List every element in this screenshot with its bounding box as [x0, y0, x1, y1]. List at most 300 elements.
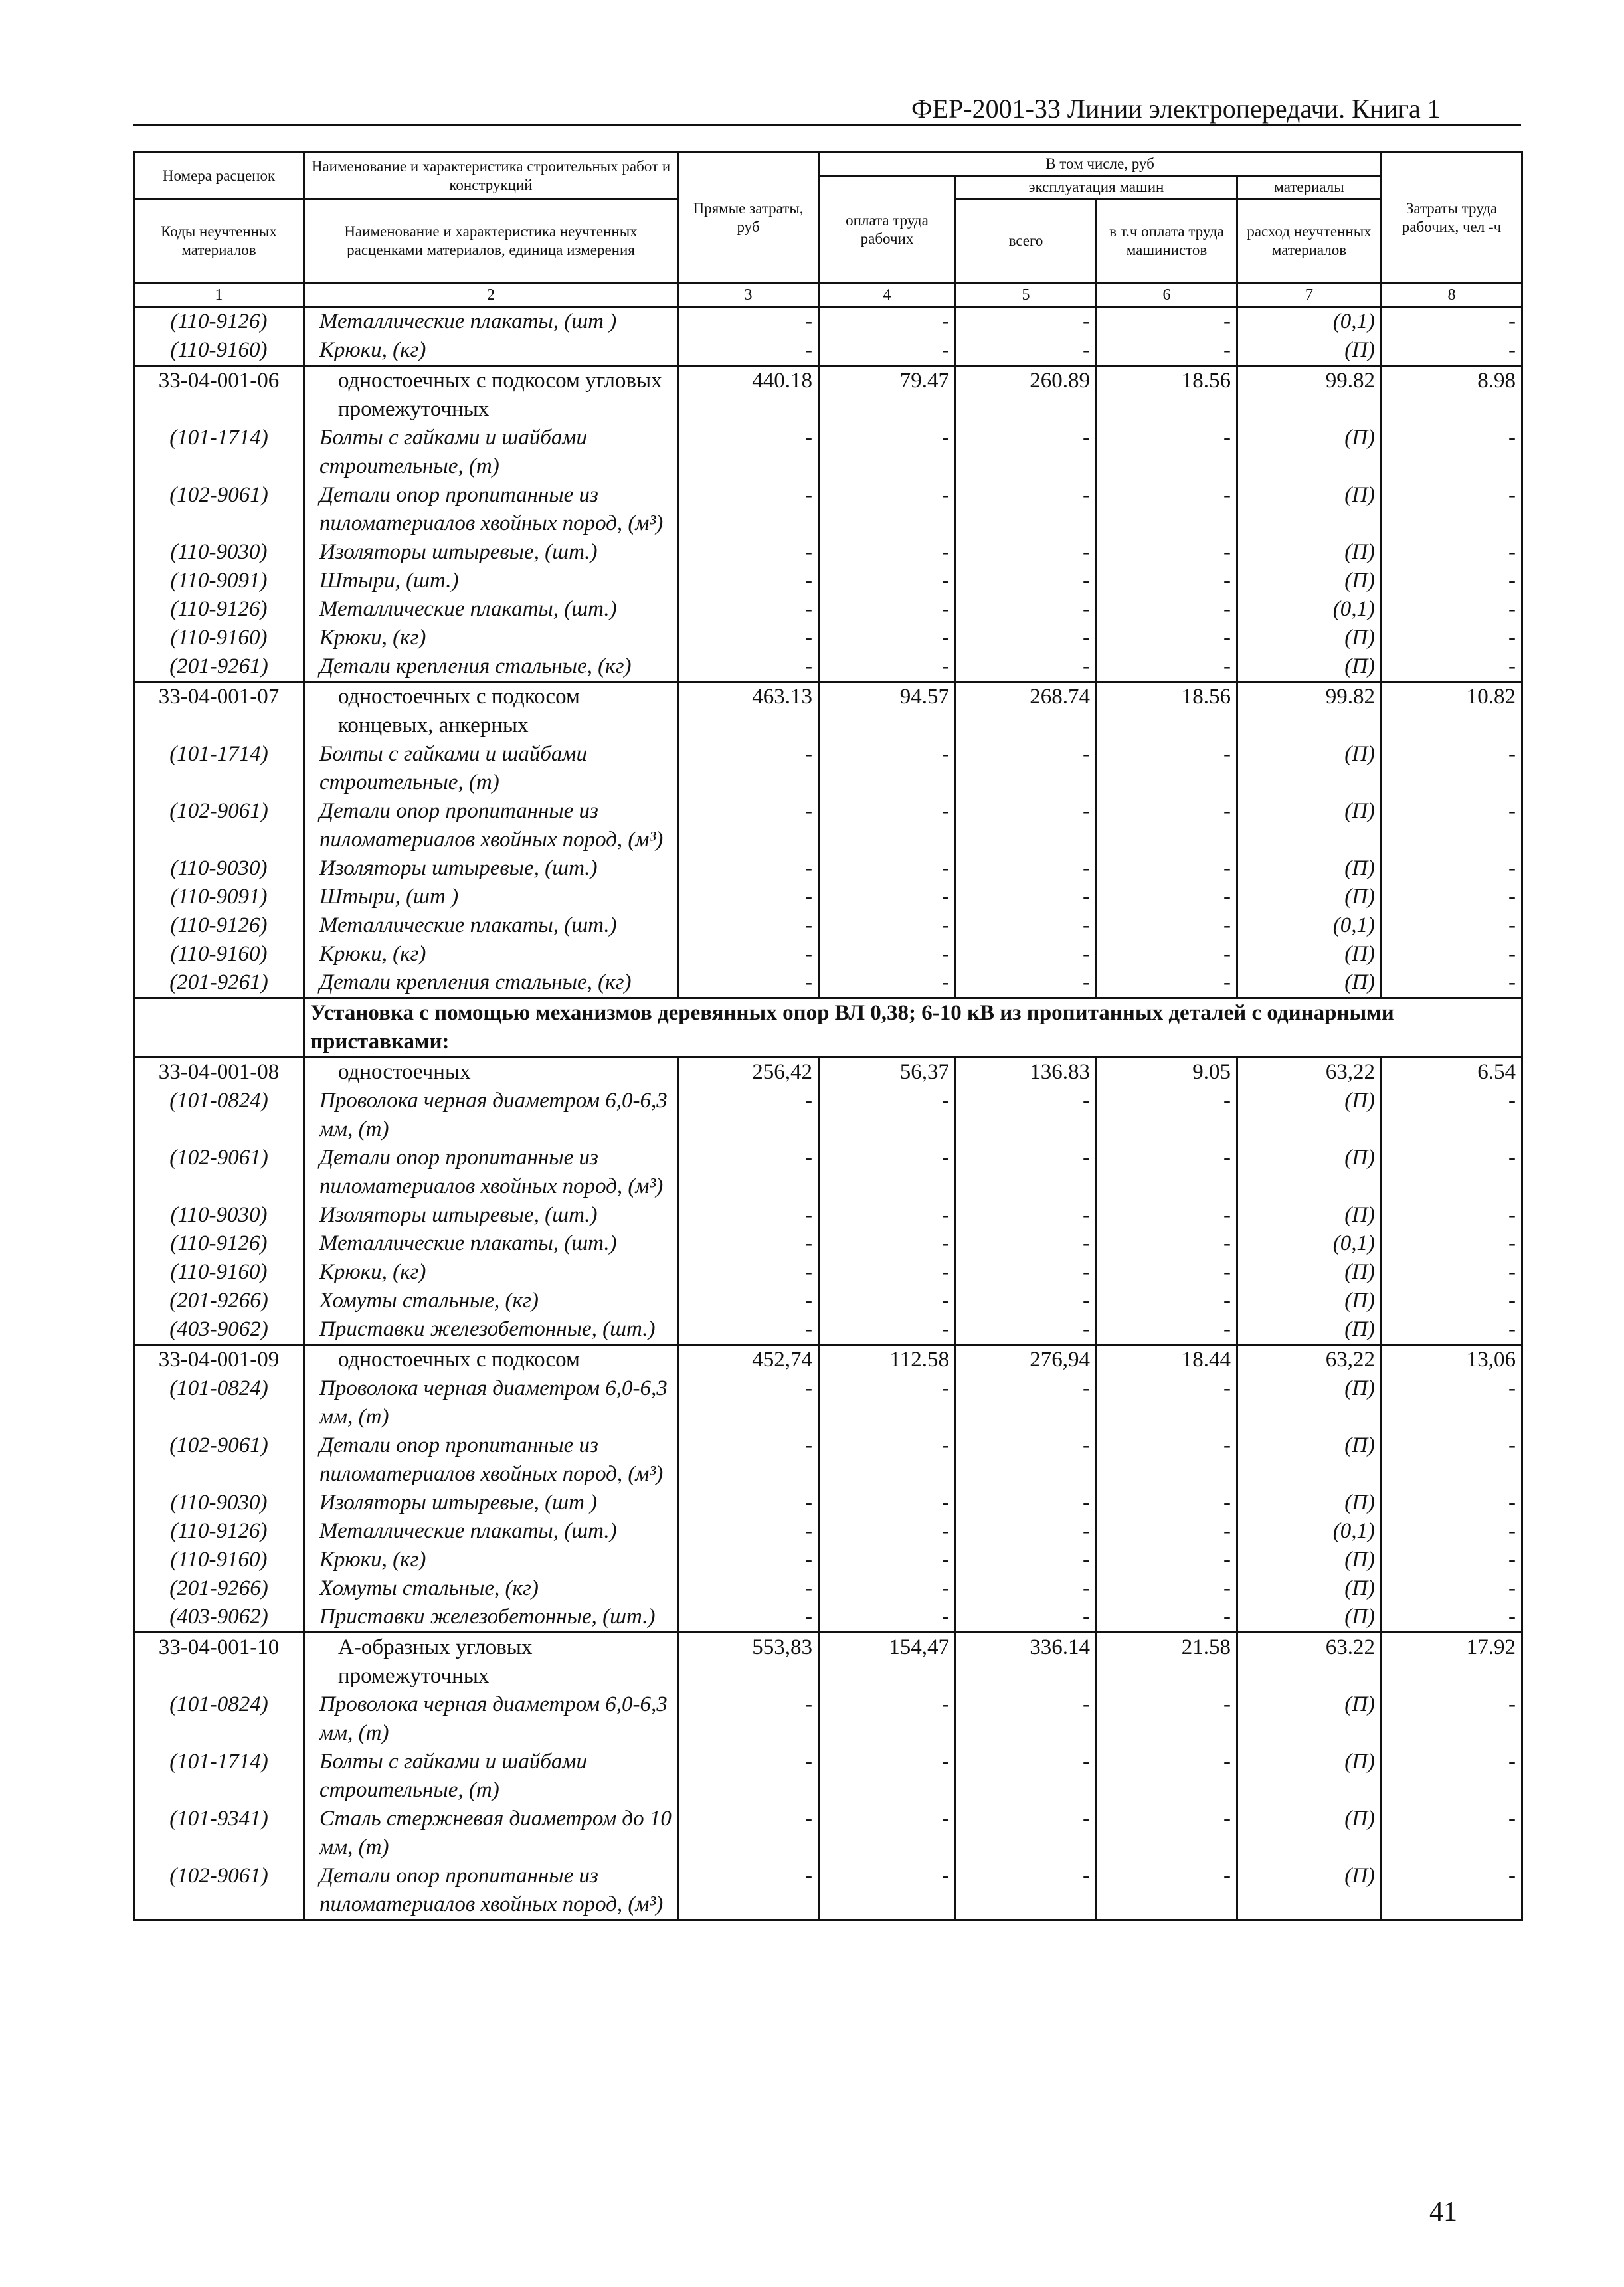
materials: (П)	[1237, 1805, 1382, 1862]
direct-costs: 440.18	[678, 366, 819, 424]
material-code: (110-9160)	[134, 336, 304, 366]
material-name: Детали крепления стальные, (кг)	[304, 652, 678, 682]
rate-row	[134, 366, 1522, 424]
section-heading: Установка с помощью механизмов деревянных опор ВЛ 0,38; 6-10 кВ из пропитанных деталей с одинарными приставками:	[304, 998, 1522, 1057]
machinist-wages: -	[1097, 1805, 1237, 1862]
labor-costs: -	[1382, 567, 1522, 595]
material-code: (110-9091)	[134, 567, 304, 595]
rate-name: одностоечных с подкосом	[304, 1345, 678, 1375]
material-row	[134, 1374, 1522, 1431]
machinist-wages: 18.44	[1097, 1345, 1237, 1375]
machines-total: -	[956, 1144, 1097, 1201]
labor-costs: -	[1382, 595, 1522, 624]
materials: (П)	[1237, 1691, 1382, 1748]
materials: (П)	[1237, 481, 1382, 538]
labor-costs: -	[1382, 1315, 1522, 1345]
worker-wages: -	[819, 1862, 956, 1920]
section-code-cell	[134, 998, 304, 1057]
machinist-wages: -	[1097, 1144, 1237, 1201]
direct-costs: -	[678, 595, 819, 624]
material-code: (101-1714)	[134, 740, 304, 797]
worker-wages: -	[819, 883, 956, 911]
machines-total: -	[956, 1517, 1097, 1546]
material-name: Металлические плакаты, (шт.)	[304, 1230, 678, 1258]
machines-total: -	[956, 1230, 1097, 1258]
worker-wages: -	[819, 940, 956, 968]
material-row	[134, 797, 1522, 854]
worker-wages: -	[819, 1144, 956, 1201]
worker-wages: -	[819, 968, 956, 998]
material-row	[134, 1748, 1522, 1805]
material-row	[134, 307, 1522, 337]
material-name: Штыри, (шт )	[304, 883, 678, 911]
direct-costs: -	[678, 1517, 819, 1546]
machinist-wages: -	[1097, 1748, 1237, 1805]
materials: (П)	[1237, 624, 1382, 652]
material-row	[134, 1574, 1522, 1603]
machines-total: -	[956, 652, 1097, 682]
material-name: Штыри, (шт.)	[304, 567, 678, 595]
worker-wages: -	[819, 336, 956, 366]
worker-wages: -	[819, 1603, 956, 1633]
materials: (П)	[1237, 940, 1382, 968]
material-name: Приставки железобетонные, (шт.)	[304, 1603, 678, 1633]
materials: (П)	[1237, 1374, 1382, 1431]
materials: (П)	[1237, 1431, 1382, 1489]
document-title: ФЕР-2001-33 Линии электропередачи. Книга 1	[911, 94, 1441, 124]
material-code: (403-9062)	[134, 1315, 304, 1345]
machinist-wages: -	[1097, 652, 1237, 682]
labor-costs: -	[1382, 1144, 1522, 1201]
material-row	[134, 940, 1522, 968]
labor-costs: -	[1382, 1489, 1522, 1517]
material-name: Проволока черная диаметром 6,0-6,3 мм, (т)	[304, 1087, 678, 1144]
direct-costs: -	[678, 1087, 819, 1144]
machines-total: -	[956, 1862, 1097, 1920]
labor-costs: -	[1382, 1431, 1522, 1489]
direct-costs: -	[678, 740, 819, 797]
material-name: Детали крепления стальные, (кг)	[304, 968, 678, 998]
labor-costs: 17.92	[1382, 1633, 1522, 1691]
material-code: (110-9126)	[134, 911, 304, 940]
worker-wages: 154,47	[819, 1633, 956, 1691]
machines-total: -	[956, 1431, 1097, 1489]
column-number: 6	[1097, 284, 1237, 307]
direct-costs: -	[678, 1862, 819, 1920]
worker-wages: -	[819, 1201, 956, 1230]
direct-costs: -	[678, 652, 819, 682]
materials: (0,1)	[1237, 1517, 1382, 1546]
material-row	[134, 1201, 1522, 1230]
labor-costs: -	[1382, 624, 1522, 652]
direct-costs: -	[678, 336, 819, 366]
header-materials: материалы	[1237, 176, 1382, 199]
materials: (П)	[1237, 854, 1382, 883]
direct-costs: 256,42	[678, 1057, 819, 1087]
machines-total: 260.89	[956, 366, 1097, 424]
material-row	[134, 1805, 1522, 1862]
material-row	[134, 424, 1522, 481]
direct-costs: -	[678, 968, 819, 998]
labor-costs: -	[1382, 481, 1522, 538]
material-row	[134, 854, 1522, 883]
machines-total: 276,94	[956, 1345, 1097, 1375]
material-code: (110-9160)	[134, 624, 304, 652]
materials: (0,1)	[1237, 307, 1382, 337]
machinist-wages: -	[1097, 1431, 1237, 1489]
materials: (П)	[1237, 1748, 1382, 1805]
materials: (П)	[1237, 1258, 1382, 1287]
material-row	[134, 624, 1522, 652]
materials: (0,1)	[1237, 1230, 1382, 1258]
header-material-use: расход неучтенных материалов	[1237, 199, 1382, 284]
machines-total: 268.74	[956, 682, 1097, 741]
machines-total: -	[956, 911, 1097, 940]
material-row	[134, 883, 1522, 911]
material-row	[134, 968, 1522, 998]
material-name: Металлические плакаты, (шт.)	[304, 595, 678, 624]
worker-wages: -	[819, 595, 956, 624]
machines-total: -	[956, 1315, 1097, 1345]
section-heading-row	[134, 998, 1522, 1057]
machinist-wages: -	[1097, 307, 1237, 337]
worker-wages: -	[819, 538, 956, 567]
machinist-wages: -	[1097, 595, 1237, 624]
machines-total: -	[956, 740, 1097, 797]
machinist-wages: -	[1097, 911, 1237, 940]
material-name: Изоляторы штыревые, (шт.)	[304, 538, 678, 567]
material-code: (110-9126)	[134, 1517, 304, 1546]
worker-wages: -	[819, 1230, 956, 1258]
worker-wages: -	[819, 1574, 956, 1603]
machinist-wages: -	[1097, 1315, 1237, 1345]
material-name: Хомуты стальные, (кг)	[304, 1287, 678, 1315]
machinist-wages: -	[1097, 1574, 1237, 1603]
material-name: Изоляторы штыревые, (шт.)	[304, 1201, 678, 1230]
worker-wages: 94.57	[819, 682, 956, 741]
worker-wages: -	[819, 1489, 956, 1517]
material-code: (201-9261)	[134, 652, 304, 682]
material-name: Болты с гайками и шайбами строительные, (т)	[304, 424, 678, 481]
material-row	[134, 1603, 1522, 1633]
direct-costs: -	[678, 797, 819, 854]
rate-code: 33-04-001-06	[134, 366, 304, 424]
labor-costs: -	[1382, 1201, 1522, 1230]
machines-total: -	[956, 567, 1097, 595]
header-name-top: Наименование и характеристика строительных работ и конструкций	[304, 153, 678, 199]
material-row	[134, 1315, 1522, 1345]
material-row	[134, 1258, 1522, 1287]
machinist-wages: -	[1097, 1603, 1237, 1633]
direct-costs: 463.13	[678, 682, 819, 741]
machines-total: -	[956, 797, 1097, 854]
rate-row	[134, 682, 1522, 741]
worker-wages: -	[819, 1517, 956, 1546]
materials: 63,22	[1237, 1057, 1382, 1087]
machinist-wages: -	[1097, 1201, 1237, 1230]
material-name: Детали опор пропитанные из пиломатериалов хвойных пород, (м³)	[304, 1431, 678, 1489]
machines-total: -	[956, 1748, 1097, 1805]
material-code: (101-9341)	[134, 1805, 304, 1862]
header-column-numbers	[134, 284, 1522, 307]
direct-costs: -	[678, 911, 819, 940]
machines-total: -	[956, 1087, 1097, 1144]
rates-table	[133, 151, 1523, 1921]
direct-costs: -	[678, 1574, 819, 1603]
materials: (П)	[1237, 1287, 1382, 1315]
table-body	[134, 307, 1522, 1920]
material-name: Хомуты стальные, (кг)	[304, 1574, 678, 1603]
material-code: (110-9030)	[134, 854, 304, 883]
machinist-wages: -	[1097, 1489, 1237, 1517]
direct-costs: -	[678, 1201, 819, 1230]
worker-wages: -	[819, 1374, 956, 1431]
machines-total: -	[956, 481, 1097, 538]
material-row	[134, 1691, 1522, 1748]
rate-name: одностоечных	[304, 1057, 678, 1087]
machinist-wages: -	[1097, 1230, 1237, 1258]
worker-wages: -	[819, 624, 956, 652]
materials: (П)	[1237, 1144, 1382, 1201]
direct-costs: -	[678, 1691, 819, 1748]
material-row	[134, 336, 1522, 366]
machines-total: -	[956, 307, 1097, 337]
material-row	[134, 1517, 1522, 1546]
worker-wages: 79.47	[819, 366, 956, 424]
header-name-bottom: Наименование и характеристика неучтенных расценками материалов, единица измерения	[304, 199, 678, 284]
header-including: В том числе, руб	[819, 153, 1382, 176]
material-row	[134, 911, 1522, 940]
direct-costs: -	[678, 940, 819, 968]
machinist-wages: -	[1097, 797, 1237, 854]
machines-total: -	[956, 624, 1097, 652]
rate-name: одностоечных с подкосом угловых промежуточных	[304, 366, 678, 424]
material-code: (110-9030)	[134, 1201, 304, 1230]
rate-row	[134, 1345, 1522, 1375]
machines-total: -	[956, 1287, 1097, 1315]
machines-total: -	[956, 940, 1097, 968]
machinist-wages: -	[1097, 624, 1237, 652]
material-code: (101-0824)	[134, 1691, 304, 1748]
labor-costs: -	[1382, 1862, 1522, 1920]
machines-total: -	[956, 883, 1097, 911]
worker-wages: -	[819, 1431, 956, 1489]
material-name: Сталь стержневая диаметром до 10 мм, (т)	[304, 1805, 678, 1862]
material-code: (110-9030)	[134, 1489, 304, 1517]
material-row	[134, 1546, 1522, 1574]
direct-costs: -	[678, 481, 819, 538]
materials: (0,1)	[1237, 911, 1382, 940]
machinist-wages: -	[1097, 740, 1237, 797]
rate-row	[134, 1057, 1522, 1087]
material-code: (110-9126)	[134, 307, 304, 337]
materials: 99.82	[1237, 366, 1382, 424]
labor-costs: -	[1382, 307, 1522, 337]
labor-costs: -	[1382, 911, 1522, 940]
material-name: Приставки железобетонные, (шт.)	[304, 1315, 678, 1345]
machines-total: 336.14	[956, 1633, 1097, 1691]
material-code: (101-1714)	[134, 1748, 304, 1805]
labor-costs: -	[1382, 1805, 1522, 1862]
material-code: (110-9160)	[134, 1258, 304, 1287]
direct-costs: -	[678, 567, 819, 595]
material-row	[134, 595, 1522, 624]
machinist-wages: -	[1097, 1862, 1237, 1920]
material-row	[134, 1431, 1522, 1489]
labor-costs: 6.54	[1382, 1057, 1522, 1087]
direct-costs: -	[678, 1287, 819, 1315]
material-row	[134, 1287, 1522, 1315]
machinist-wages: -	[1097, 1517, 1237, 1546]
material-name: Детали опор пропитанные из пиломатериалов хвойных пород, (м³)	[304, 1862, 678, 1920]
machinist-wages: -	[1097, 336, 1237, 366]
material-row	[134, 1087, 1522, 1144]
labor-costs: -	[1382, 1574, 1522, 1603]
material-code: (110-9126)	[134, 1230, 304, 1258]
machinist-wages: 18.56	[1097, 366, 1237, 424]
machines-total: -	[956, 1201, 1097, 1230]
material-code: (101-0824)	[134, 1087, 304, 1144]
material-name: Болты с гайками и шайбами строительные, (т)	[304, 1748, 678, 1805]
machinist-wages: -	[1097, 1691, 1237, 1748]
machines-total: -	[956, 854, 1097, 883]
rate-name: одностоечных с подкосом концевых, анкерных	[304, 682, 678, 741]
materials: (П)	[1237, 1315, 1382, 1345]
materials: (П)	[1237, 1862, 1382, 1920]
labor-costs: -	[1382, 1374, 1522, 1431]
header-direct-costs: Прямые затраты, руб	[678, 153, 819, 284]
rate-code: 33-04-001-09	[134, 1345, 304, 1375]
direct-costs: -	[678, 1489, 819, 1517]
header-labor: Затраты труда рабочих, чел -ч	[1382, 153, 1522, 284]
worker-wages: -	[819, 1691, 956, 1748]
header-machines: эксплуатация машин	[956, 176, 1237, 199]
labor-costs: -	[1382, 1603, 1522, 1633]
labor-costs: -	[1382, 424, 1522, 481]
materials: (П)	[1237, 1489, 1382, 1517]
materials: (П)	[1237, 567, 1382, 595]
worker-wages: 112.58	[819, 1345, 956, 1375]
worker-wages: -	[819, 424, 956, 481]
material-name: Крюки, (кг)	[304, 624, 678, 652]
material-code: (102-9061)	[134, 797, 304, 854]
machinist-wages: -	[1097, 854, 1237, 883]
material-code: (110-9160)	[134, 1546, 304, 1574]
labor-costs: -	[1382, 883, 1522, 911]
materials: (П)	[1237, 883, 1382, 911]
worker-wages: -	[819, 1258, 956, 1287]
materials: (П)	[1237, 1603, 1382, 1633]
direct-costs: 452,74	[678, 1345, 819, 1375]
machines-total: -	[956, 1574, 1097, 1603]
machinist-wages: -	[1097, 1546, 1237, 1574]
material-code: (110-9160)	[134, 940, 304, 968]
machines-total: 136.83	[956, 1057, 1097, 1087]
machines-total: -	[956, 538, 1097, 567]
header-code-bottom: Коды неучтенных материалов	[134, 199, 304, 284]
table-header	[134, 153, 1522, 307]
material-row	[134, 1230, 1522, 1258]
materials: (П)	[1237, 1087, 1382, 1144]
materials: 99.82	[1237, 682, 1382, 741]
worker-wages: -	[819, 567, 956, 595]
rate-code: 33-04-001-10	[134, 1633, 304, 1691]
material-row	[134, 1144, 1522, 1201]
material-name: Проволока черная диаметром 6,0-6,3 мм, (т)	[304, 1691, 678, 1748]
material-row	[134, 1489, 1522, 1517]
direct-costs: -	[678, 538, 819, 567]
materials: (П)	[1237, 1546, 1382, 1574]
labor-costs: 13,06	[1382, 1345, 1522, 1375]
worker-wages: -	[819, 1287, 956, 1315]
machinist-wages: -	[1097, 1087, 1237, 1144]
labor-costs: -	[1382, 968, 1522, 998]
machinist-wages: 9.05	[1097, 1057, 1237, 1087]
material-code: (102-9061)	[134, 1431, 304, 1489]
machines-total: -	[956, 1805, 1097, 1862]
material-code: (201-9261)	[134, 968, 304, 998]
rate-row	[134, 1633, 1522, 1691]
direct-costs: -	[678, 1374, 819, 1431]
machines-total: -	[956, 1258, 1097, 1287]
labor-costs: -	[1382, 854, 1522, 883]
materials: 63.22	[1237, 1633, 1382, 1691]
labor-costs: -	[1382, 538, 1522, 567]
machines-total: -	[956, 1691, 1097, 1748]
direct-costs: 553,83	[678, 1633, 819, 1691]
machines-total: -	[956, 1546, 1097, 1574]
material-code: (101-1714)	[134, 424, 304, 481]
header-machinist-wages: в т.ч оплата труда машинистов	[1097, 199, 1237, 284]
machinist-wages: -	[1097, 1287, 1237, 1315]
material-name: Проволока черная диаметром 6,0-6,3 мм, (т)	[304, 1374, 678, 1431]
worker-wages: -	[819, 307, 956, 337]
machinist-wages: 21.58	[1097, 1633, 1237, 1691]
material-name: Крюки, (кг)	[304, 1258, 678, 1287]
rate-code: 33-04-001-07	[134, 682, 304, 741]
labor-costs: 10.82	[1382, 682, 1522, 741]
direct-costs: -	[678, 1315, 819, 1345]
direct-costs: -	[678, 1431, 819, 1489]
labor-costs: -	[1382, 1546, 1522, 1574]
column-number: 3	[678, 284, 819, 307]
header-rule	[133, 124, 1521, 126]
machines-total: -	[956, 595, 1097, 624]
direct-costs: -	[678, 1748, 819, 1805]
worker-wages: -	[819, 481, 956, 538]
material-name: Металлические плакаты, (шт.)	[304, 911, 678, 940]
material-row	[134, 652, 1522, 682]
materials: (П)	[1237, 968, 1382, 998]
worker-wages: -	[819, 740, 956, 797]
direct-costs: -	[678, 1546, 819, 1574]
material-code: (102-9061)	[134, 1144, 304, 1201]
material-code: (403-9062)	[134, 1603, 304, 1633]
material-row	[134, 567, 1522, 595]
column-number: 4	[819, 284, 956, 307]
page-number: 41	[1429, 2197, 1457, 2227]
worker-wages: -	[819, 1087, 956, 1144]
machinist-wages: -	[1097, 567, 1237, 595]
labor-costs: -	[1382, 336, 1522, 366]
material-name: Изоляторы штыревые, (шт )	[304, 1489, 678, 1517]
header-code-top: Номера расценок	[134, 153, 304, 199]
machinist-wages: -	[1097, 883, 1237, 911]
labor-costs: -	[1382, 652, 1522, 682]
direct-costs: -	[678, 1144, 819, 1201]
machinist-wages: -	[1097, 940, 1237, 968]
materials: (П)	[1237, 1574, 1382, 1603]
